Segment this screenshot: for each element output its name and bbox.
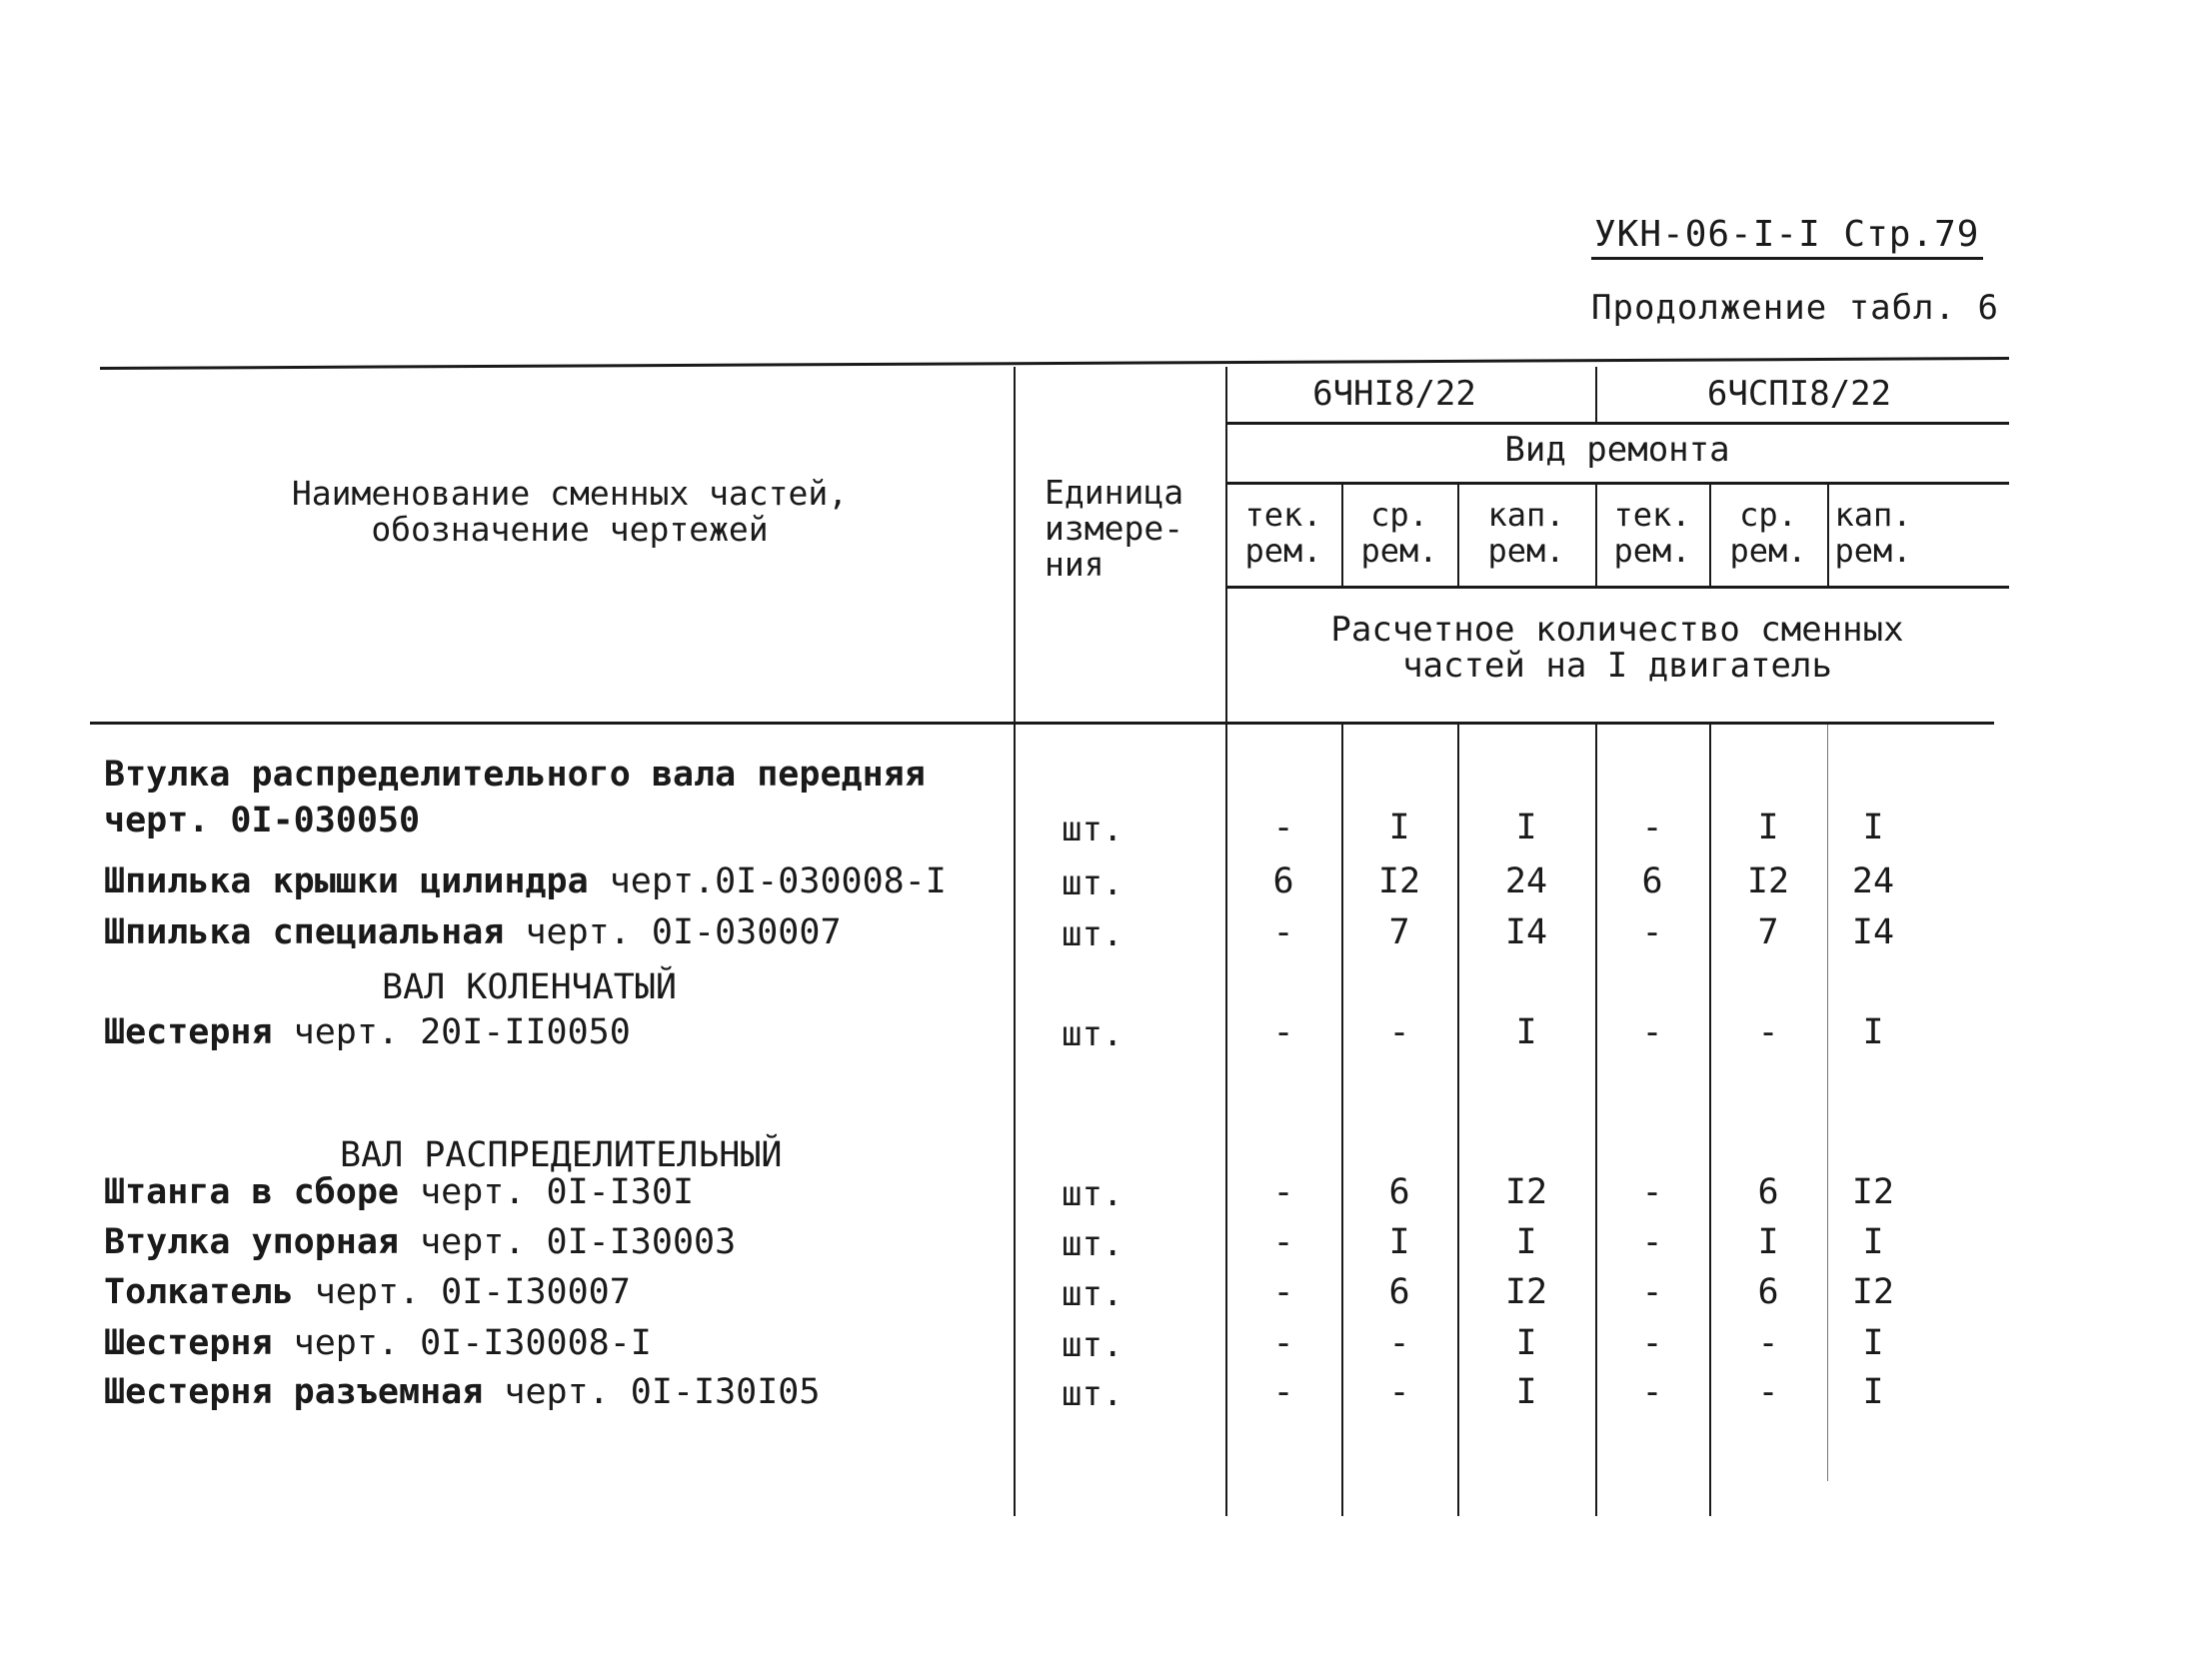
header-unit: Единица измере- ния [1045, 473, 1184, 584]
value-cell: - [1757, 1012, 1779, 1052]
value-cell: - [1388, 1372, 1410, 1412]
value-cell: - [1388, 1012, 1410, 1052]
unit-cell: шт. [1062, 1325, 1123, 1365]
value-cell: I [1515, 808, 1537, 847]
header-part-name: Наименование сменных частей, обозначение чертежей [291, 474, 849, 549]
value-cell: - [1641, 1172, 1663, 1212]
header-engine-2: 6ЧСПI8/22 [1706, 374, 1892, 414]
header-repair-col-5: ср. рем. [1729, 496, 1807, 570]
unit-cell: шт. [1062, 1374, 1123, 1414]
value-cell: - [1641, 1372, 1663, 1412]
value-cell: I2 [1851, 1172, 1895, 1212]
value-cell: I [1388, 1222, 1410, 1262]
table-row-name [104, 912, 842, 952]
value-cell: I2 [1504, 1172, 1548, 1212]
body-col-rule-3 [1595, 722, 1597, 1516]
drawing-code: черт.0I-030008-I [588, 861, 947, 901]
value-cell: - [1272, 1012, 1294, 1052]
body-col-rule-2 [1457, 722, 1459, 1516]
unit-cell: шт. [1062, 914, 1123, 954]
value-cell: I [1515, 1222, 1537, 1262]
value-cell: - [1272, 1272, 1294, 1312]
repair-columns-rule [1225, 586, 2009, 589]
value-cell: 6 [1272, 861, 1294, 901]
part-name: Шестерня разъемная [104, 1372, 484, 1412]
value-cell: - [1272, 912, 1294, 952]
value-cell: 6 [1641, 861, 1663, 901]
drawing-code: черт. 0I-I30007 [293, 1272, 631, 1312]
value-cell: 6 [1757, 1272, 1779, 1312]
value-cell: - [1272, 1372, 1294, 1412]
header-repair-col-2: ср. рем. [1360, 496, 1438, 570]
header-repair-type: Вид ремонта [1504, 430, 1730, 470]
header-repair-col-3: кап. рем. [1487, 496, 1565, 570]
value-cell: I [1757, 808, 1779, 847]
engine-divider-header-rule [1595, 367, 1597, 422]
value-cell: - [1757, 1323, 1779, 1363]
part-name: Шпилька специальная [104, 912, 505, 952]
body-col-rule-1 [1341, 722, 1343, 1516]
part-name: Шестерня [104, 1323, 273, 1363]
part-name: Толкатель [104, 1272, 294, 1312]
value-cell: - [1272, 1172, 1294, 1212]
value-cell: - [1641, 912, 1663, 952]
value-cell: I [1757, 1222, 1779, 1262]
value-cell: 6 [1388, 1272, 1410, 1312]
part-name: Втулка распределительного вала передняя [104, 755, 926, 795]
table-row-name [104, 752, 926, 843]
section-heading: ВАЛ РАСПРЕДЕЛИТЕЛЬНЫЙ [340, 1135, 783, 1175]
body-col-rule-4 [1709, 722, 1711, 1516]
value-cell: - [1641, 1323, 1663, 1363]
table-row-name [104, 1372, 820, 1412]
unit-cell: шт. [1062, 1274, 1123, 1314]
value-cell: I [1862, 808, 1884, 847]
value-cell: I2 [1504, 1272, 1548, 1312]
col-rule-2 [1457, 482, 1459, 586]
value-cell: I2 [1851, 1272, 1895, 1312]
value-cell: - [1641, 1272, 1663, 1312]
value-cell: 7 [1388, 912, 1410, 952]
value-cell: 6 [1757, 1172, 1779, 1212]
value-cell: - [1641, 1012, 1663, 1052]
drawing-code: черт. 0I-I30008-I [272, 1323, 652, 1363]
value-cell: - [1272, 1222, 1294, 1262]
drawing-code: черт. 20I-II0050 [272, 1012, 631, 1052]
header-repair-col-6: кап. рем. [1834, 496, 1912, 570]
value-cell: I4 [1851, 912, 1895, 952]
table-continuation-label: Продолжение табл. 6 [1591, 288, 1999, 328]
header-engine-1: 6ЧНI8/22 [1312, 374, 1476, 414]
header-quantity-note: Расчетное количество сменных частей на I двигатель [1330, 610, 1904, 686]
value-cell: - [1641, 808, 1663, 847]
table-row-name [104, 1172, 694, 1212]
drawing-code: черт. 0I-030050 [104, 801, 421, 840]
drawing-code: черт. 0I-030007 [504, 912, 842, 952]
header-repair-col-1: тек. рем. [1244, 496, 1322, 570]
table-row-name [104, 1012, 631, 1052]
value-cell: I [1515, 1012, 1537, 1052]
unit-cell: шт. [1062, 1224, 1123, 1264]
value-cell: 24 [1851, 861, 1895, 901]
value-cell: I2 [1746, 861, 1790, 901]
unit-cell: шт. [1062, 863, 1123, 903]
value-cell: I [1388, 808, 1410, 847]
part-name: Шпилька крышки цилиндра [104, 861, 589, 901]
header-repair-col-4: тек. рем. [1613, 496, 1691, 570]
part-name: Втулка упорная [104, 1222, 400, 1262]
value-cell: - [1272, 1323, 1294, 1363]
drawing-code: черт. 0I-I30I05 [483, 1372, 821, 1412]
value-cell: I [1515, 1372, 1537, 1412]
table-row-name [104, 1222, 736, 1262]
table-row-name [104, 1323, 652, 1363]
value-cell: 6 [1388, 1172, 1410, 1212]
value-cell: I [1515, 1323, 1537, 1363]
value-cell: I2 [1377, 861, 1421, 901]
drawing-code: черт. 0I-I30003 [399, 1222, 737, 1262]
value-cell: 7 [1757, 912, 1779, 952]
value-cell: - [1757, 1372, 1779, 1412]
unit-cell: шт. [1062, 810, 1123, 849]
value-cell: - [1641, 1222, 1663, 1262]
table-row-name [104, 861, 947, 901]
part-name: Шестерня [104, 1012, 273, 1052]
unit-column-left-rule [1014, 367, 1016, 1516]
document-code-underline [1591, 257, 1983, 260]
value-cell: I [1862, 1372, 1884, 1412]
value-cell: I [1862, 1222, 1884, 1262]
value-cell: - [1272, 808, 1294, 847]
unit-cell: шт. [1062, 1174, 1123, 1214]
drawing-code: черт. 0I-I30I [399, 1172, 695, 1212]
value-cell: - [1388, 1323, 1410, 1363]
section-heading: ВАЛ КОЛЕНЧАТЫЙ [382, 967, 678, 1007]
engine-header-rule [1225, 422, 2009, 425]
value-cell: 24 [1504, 861, 1548, 901]
table-row-name [104, 1272, 631, 1312]
part-name: Штанга в сборе [104, 1172, 400, 1212]
unit-cell: шт. [1062, 1014, 1123, 1054]
value-cell: I [1862, 1012, 1884, 1052]
document-code: УКН-06-I-I Стр.79 [1594, 214, 1980, 255]
table-top-rule [100, 357, 2009, 370]
value-cell: I [1862, 1323, 1884, 1363]
value-cell: I4 [1504, 912, 1548, 952]
